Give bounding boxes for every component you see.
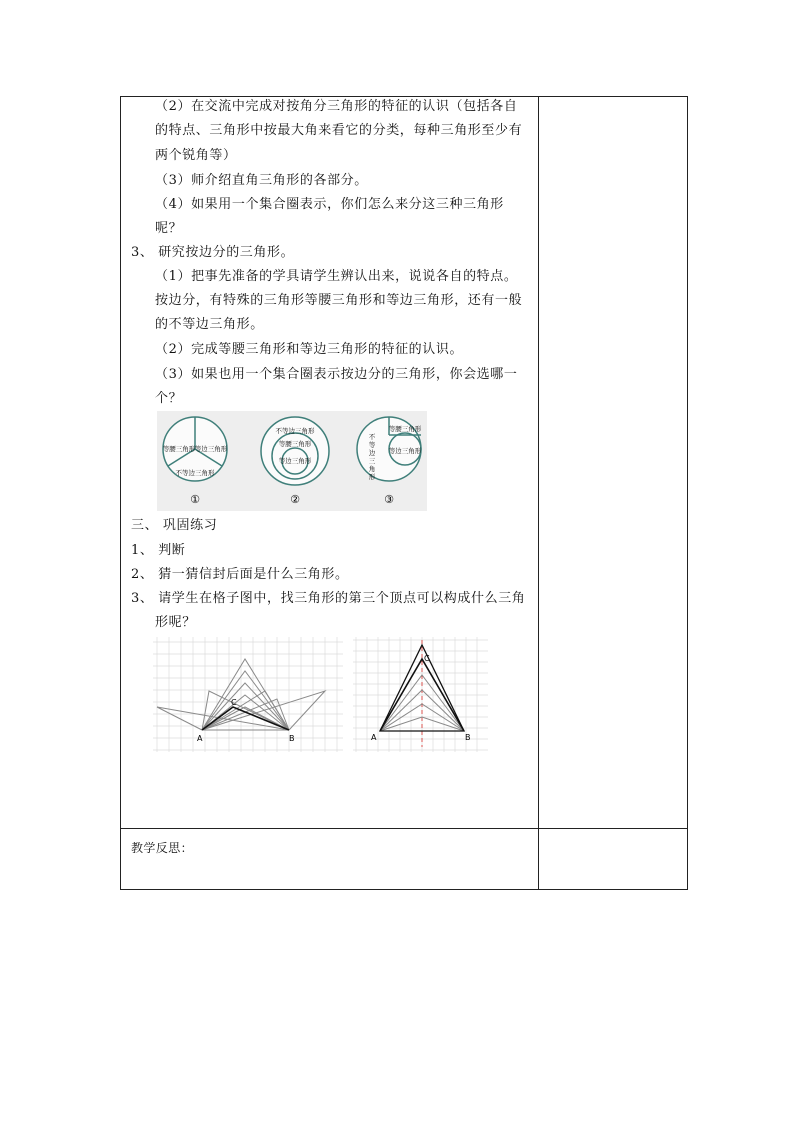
vertex-label: C [231, 698, 237, 707]
row-divider [121, 828, 687, 829]
grid-figure-1 [153, 637, 343, 752]
text-line: （3）如果也用一个集合圈表示按边分的三角形，你会选哪一 [155, 367, 518, 382]
text-line: 呢？ [155, 221, 183, 236]
venn-label: 等腰三角形 [388, 425, 422, 433]
text-line: 的不等边三角形。 [155, 317, 264, 332]
venn-label: 三 [368, 457, 376, 465]
venn-label: 不 [368, 433, 376, 441]
grid-figure-2 [353, 637, 488, 752]
vertex-label: B [289, 734, 295, 743]
venn-label: 等腰三角形 [162, 445, 196, 453]
text-line: （1）把事先准备的学具请学生辨认出来，说说各自的特点。 [155, 269, 518, 284]
text-line: 形呢？ [155, 615, 196, 630]
venn-label: 等边三角形 [278, 457, 312, 465]
vertex-label: A [197, 734, 203, 743]
venn-label: 不等边三角形 [175, 469, 215, 477]
venn-label: 等边三角形 [194, 445, 228, 453]
venn-label: 角 [368, 465, 376, 473]
figure-number: ① [190, 493, 200, 506]
lesson-content-cell [121, 97, 538, 828]
text-line: 的特点、三角形中按最大角来看它的分类，每种三角形至少有 [155, 123, 523, 138]
teaching-reflection-label: 教学反思： [131, 841, 194, 855]
text-line: 两个锐角等） [155, 148, 237, 163]
vertex-label: B [465, 733, 471, 742]
text-line: 3、 请学生在格子图中，找三角形的第三个顶点可以构成什么三角 [131, 591, 526, 606]
text-line: 按边分，有特殊的三角形等腰三角形和等边三角形，还有一般 [155, 293, 523, 308]
text-line: （2）在交流中完成对按角分三角形的特征的认识（包括各自 [155, 99, 518, 114]
text-line: （3）师介绍直角三角形的各部分。 [155, 173, 368, 188]
text-line: （4）如果用一个集合圈表示，你们怎么来分这三种三角形 [155, 197, 504, 212]
column-divider [538, 97, 539, 889]
vertex-label: A [371, 733, 377, 742]
text-line: 2、 猜一猜信封后面是什么三角形。 [131, 567, 349, 582]
text-line: 1、 判断 [131, 543, 186, 558]
venn-label: 等 [368, 441, 376, 449]
text-line: 个？ [155, 391, 183, 406]
highlighted-triangle [202, 707, 289, 730]
section-heading: 三、 巩固练习 [131, 518, 218, 533]
figure-number: ② [290, 493, 300, 506]
section-heading: 3、 研究按边分的三角形。 [131, 245, 295, 260]
text-line: （2）完成等腰三角形和等边三角形的特征的认识。 [155, 342, 464, 357]
venn-label: 形 [368, 473, 376, 481]
venn-label: 边 [368, 449, 376, 457]
figure-number: ③ [384, 493, 394, 506]
venn-diagrams [157, 411, 427, 511]
venn-label: 等腰三角形 [278, 440, 312, 448]
venn-label: 不等边三角形 [275, 427, 315, 435]
venn-label: 等边三角形 [388, 447, 422, 455]
lesson-table [120, 96, 688, 890]
vertex-label: C [424, 654, 430, 663]
